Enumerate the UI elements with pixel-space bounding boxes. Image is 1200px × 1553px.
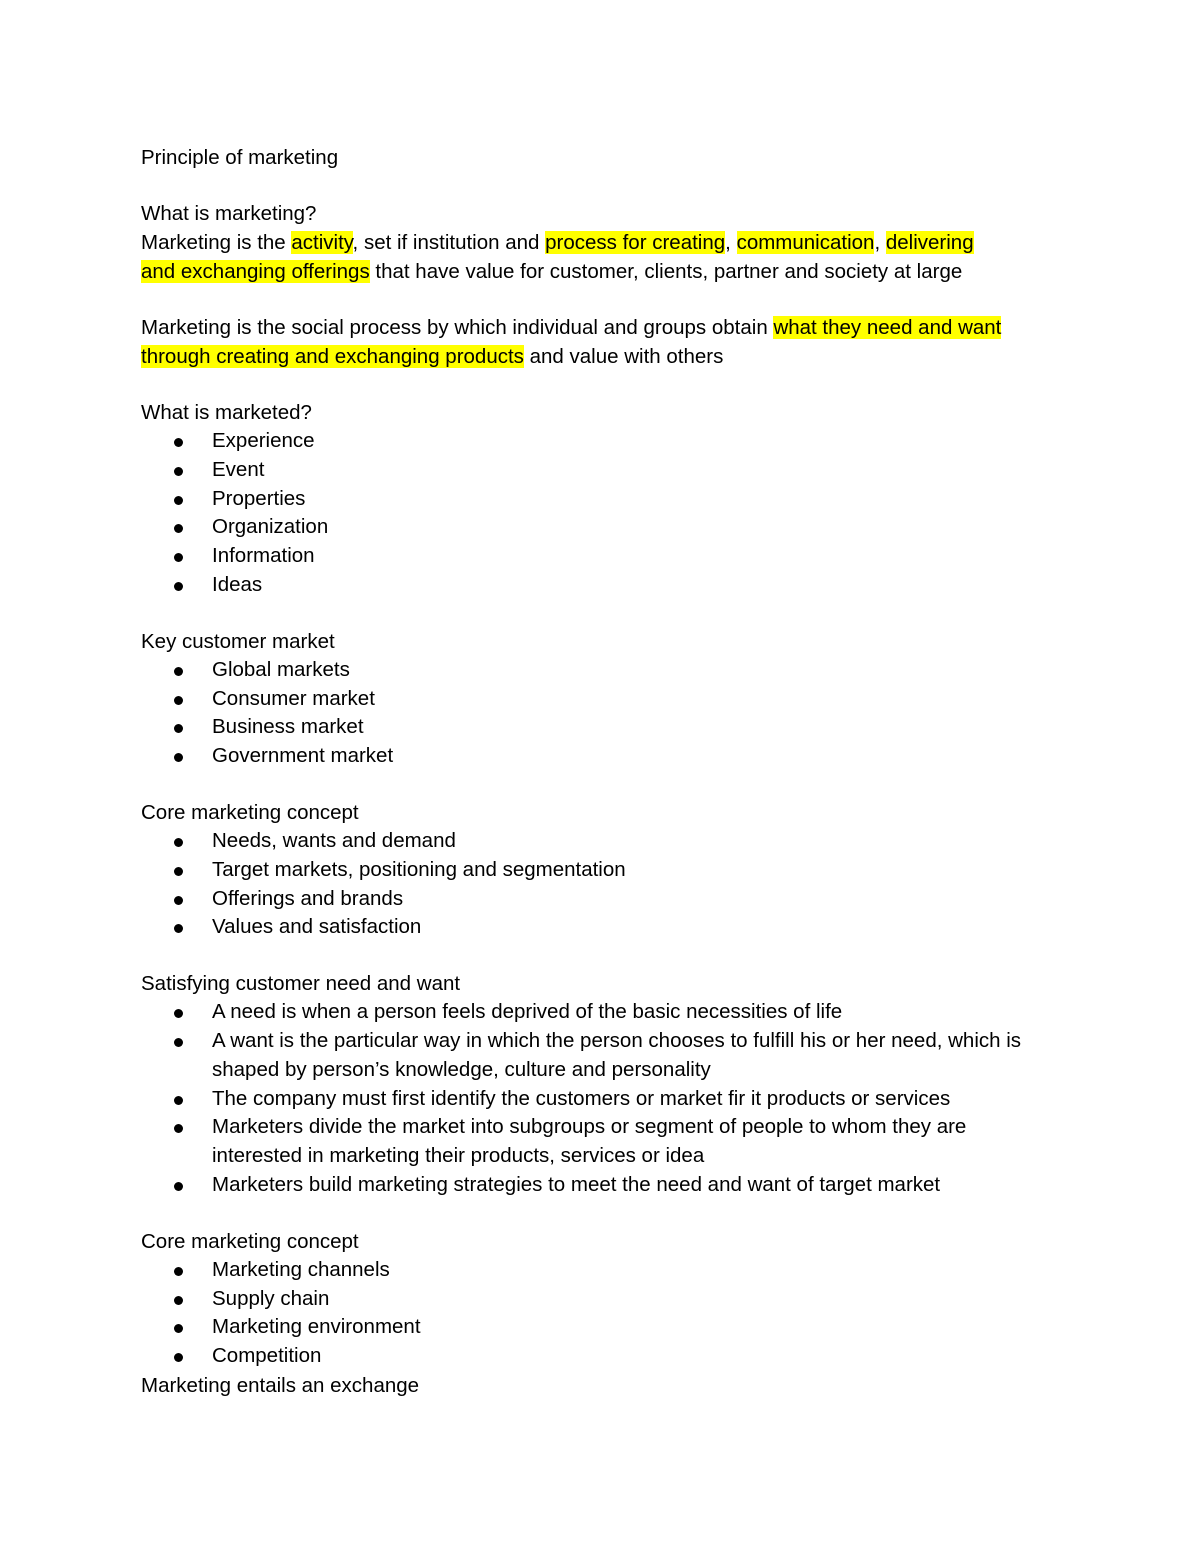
def1-text-3: , (725, 231, 737, 254)
list-item: Ideas (212, 571, 1060, 600)
bullet-icon (174, 1324, 183, 1333)
list-item: Information (212, 542, 1060, 571)
definition-paragraph-2 (141, 313, 1060, 371)
bullet-icon (174, 524, 183, 533)
bullet-icon (174, 896, 183, 905)
definition-paragraph-1 (141, 228, 1060, 286)
closing-line: Marketing entails an exchange (141, 1373, 420, 1397)
def2-text-2: and value with others (523, 345, 724, 368)
highlight-communication: communication (736, 231, 875, 254)
list-item: Properties (212, 485, 1060, 514)
bullet-icon (174, 724, 183, 733)
core-concept-list-2 (141, 1256, 1060, 1371)
list-item: Marketing channels (212, 1256, 1060, 1285)
list-item: Marketing environment (212, 1313, 1060, 1342)
list-item: A want is the particular way in which the person chooses to fulfill his or her need, which is shaped by person’s knowledge, culture and personality (212, 1027, 1060, 1085)
bullet-icon (174, 838, 183, 847)
def1-text-4: , (874, 231, 886, 254)
key-market-list (141, 656, 1060, 771)
def2-text-1: Marketing is the social process by which individual and groups obtain (141, 316, 774, 339)
bullet-icon (174, 924, 183, 933)
list-item: Competition (212, 1342, 1060, 1371)
core-concept-heading-2: Core marketing concept (141, 1229, 359, 1253)
list-item: Organization (212, 513, 1060, 542)
list-item: Offerings and brands (212, 885, 1060, 914)
highlight-activity: activity (291, 231, 353, 254)
list-item: Government market (212, 742, 1060, 771)
list-item: Supply chain (212, 1285, 1060, 1314)
marketed-list (141, 427, 1060, 600)
document-title: Principle of marketing (141, 146, 339, 169)
marketed-heading: What is marketed? (141, 401, 312, 424)
list-item: Values and satisfaction (212, 913, 1060, 942)
bullet-icon (174, 1353, 183, 1362)
list-item: Event (212, 456, 1060, 485)
core-concept-list-1 (141, 827, 1060, 942)
highlight-process-for-creating: process for creating (545, 231, 726, 254)
list-item: Marketers build marketing strategies to meet the need and want of target market (212, 1171, 1060, 1200)
list-item: Consumer market (212, 685, 1060, 714)
highlight-exchanging-offerings: and exchanging offerings (141, 260, 370, 283)
satisfying-list (141, 998, 1060, 1200)
bullet-icon (174, 1182, 183, 1191)
bullet-icon (174, 467, 183, 476)
list-item: Marketers divide the market into subgroups or segment of people to whom they are interested in marketing their products, services or idea (212, 1113, 1060, 1171)
bullet-icon (174, 1009, 183, 1018)
list-item: A need is when a person feels deprived of the basic necessities of life (212, 998, 1060, 1027)
list-item: Global markets (212, 656, 1060, 685)
bullet-icon (174, 667, 183, 676)
list-item: Target markets, positioning and segmentation (212, 856, 1060, 885)
list-item: Experience (212, 427, 1060, 456)
highlight-need-and-want: what they need and want (773, 316, 1002, 339)
bullet-icon (174, 753, 183, 762)
bullet-icon (174, 1038, 183, 1047)
key-market-heading: Key customer market (141, 629, 335, 653)
list-item: Needs, wants and demand (212, 827, 1060, 856)
bullet-icon (174, 553, 183, 562)
highlight-creating-exchanging-products: through creating and exchanging products (141, 345, 524, 368)
bullet-icon (174, 867, 183, 876)
bullet-icon (174, 1096, 183, 1105)
def1-text-5: that have value for customer, clients, partner and society at large (369, 260, 963, 283)
def1-text-1: Marketing is the (141, 231, 292, 254)
satisfying-heading: Satisfying customer need and want (141, 972, 461, 996)
bullet-icon (174, 1124, 183, 1133)
bullet-icon (174, 496, 183, 505)
list-item: The company must first identify the customers or market fir it products or services (212, 1085, 1060, 1114)
core-concept-heading-1: Core marketing concept (141, 800, 359, 824)
bullet-icon (174, 582, 183, 591)
highlight-delivering: delivering (885, 231, 974, 254)
def1-text-2: , set if institution and (352, 231, 546, 254)
bullet-icon (174, 696, 183, 705)
bullet-icon (174, 1267, 183, 1276)
bullet-icon (174, 1296, 183, 1305)
bullet-icon (174, 438, 183, 447)
definition-heading: What is marketing? (141, 202, 317, 225)
list-item: Business market (212, 713, 1060, 742)
